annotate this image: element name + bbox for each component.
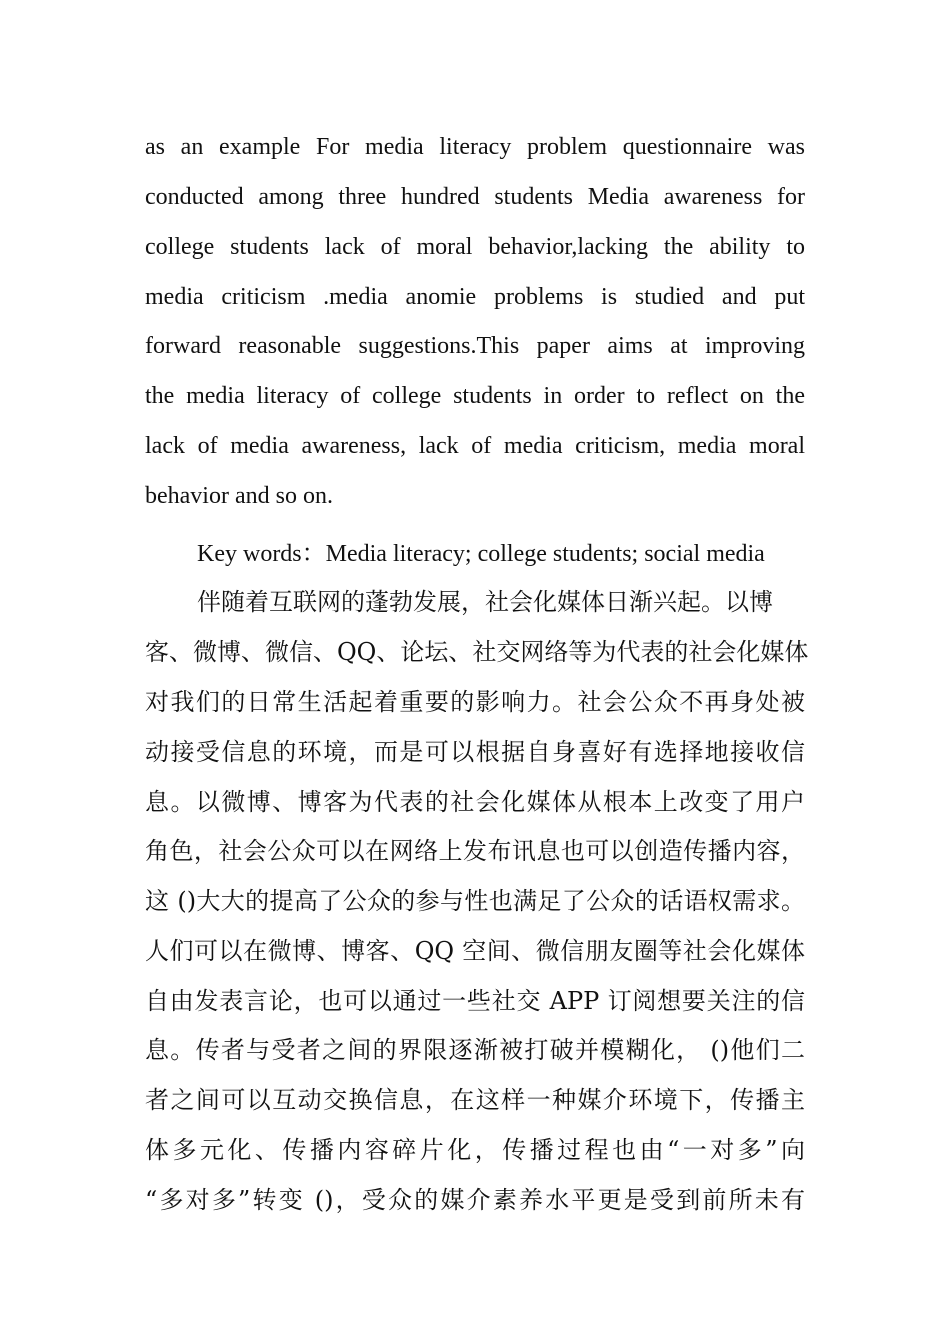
- abstract-line-1: as an example For media literacy problem questionnaire was: [145, 134, 805, 160]
- body-line-12: 体多元化、传播内容碎片化，传播过程也由“一对多”向: [145, 1136, 805, 1164]
- keywords-line: Key words：Media literacy; college students; social media: [197, 541, 765, 567]
- body-line-10: 息。传者与受者之间的界限逐渐被打破并模糊化， ()他们二: [145, 1036, 805, 1064]
- body-line-3: 对我们的日常生活起着重要的影响力。社会公众不再身处被: [145, 688, 805, 716]
- body-line-9: 自由发表言论，也可以通过一些社交 APP 订阅想要关注的信: [145, 987, 805, 1015]
- body-line-11: 者之间可以互动交换信息，在这样一种媒介环境下，传播主: [145, 1086, 805, 1114]
- abstract-line-4: media criticism .media anomie problems is studied and put: [145, 284, 805, 310]
- abstract-line-2: conducted among three hundred students Media awareness for: [145, 184, 805, 210]
- abstract-line-5: forward reasonable suggestions.This paper aims at improving: [145, 333, 805, 359]
- abstract-line-8: behavior and so on.: [145, 483, 333, 509]
- body-line-1: 伴随着互联网的蓬勃发展，社会化媒体日渐兴起。以博: [197, 588, 773, 616]
- body-line-2: 客、微博、微信、QQ、论坛、社交网络等为代表的社会化媒体: [145, 638, 809, 666]
- body-line-13: “多对多”转变 ()，受众的媒介素养水平更是受到前所未有: [145, 1186, 805, 1214]
- body-line-8: 人们可以在微博、博客、QQ 空间、微信朋友圈等社会化媒体: [145, 937, 805, 965]
- body-line-6: 角色，社会公众可以在网络上发布讯息也可以创造传播内容，: [145, 837, 805, 865]
- body-line-4: 动接受信息的环境，而是可以根据自身喜好有选择地接收信: [145, 738, 805, 766]
- abstract-line-6: the media literacy of college students in order to reflect on the: [145, 383, 805, 409]
- body-line-5: 息。以微博、博客为代表的社会化媒体从根本上改变了用户: [145, 788, 805, 816]
- body-line-7: 这 ()大大的提高了公众的参与性也满足了公众的话语权需求。: [145, 887, 805, 915]
- abstract-line-3: college students lack of moral behavior,lacking the ability to: [145, 234, 805, 260]
- abstract-line-7: lack of media awareness, lack of media criticism, media moral: [145, 433, 805, 459]
